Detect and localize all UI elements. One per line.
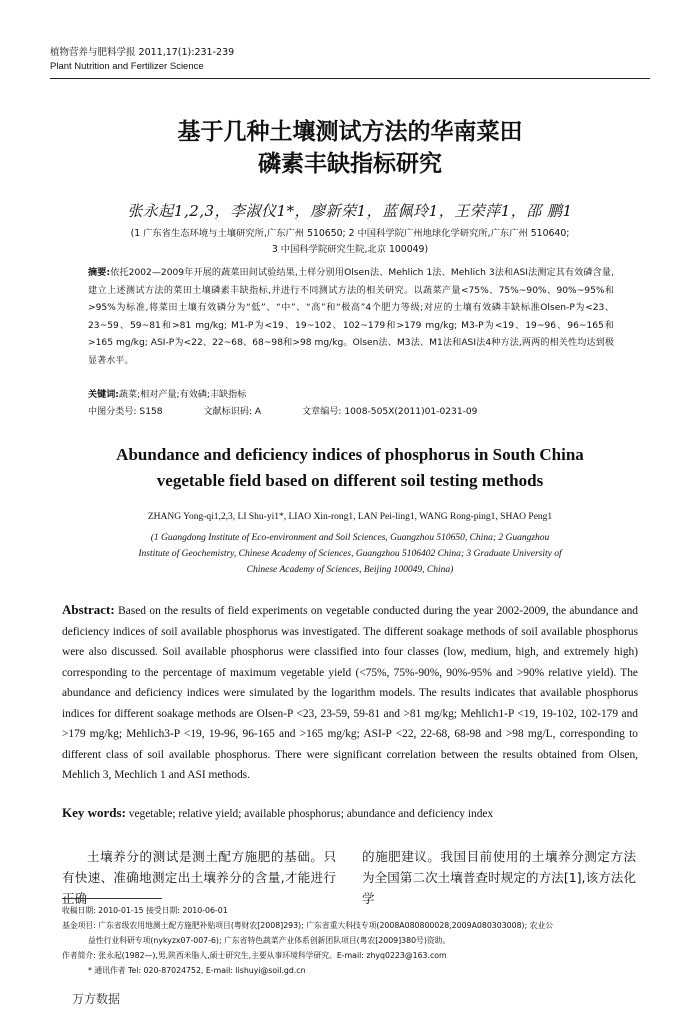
affiliation-en-line1: (1 Guangdong Institute of Eco-environment and Soil Sciences, Guangzhou 510650, China; 2 Guangzhou [150, 533, 550, 543]
footnote-dates: 收稿日期: 2010-01-15 接受日期: 2010-06-01 [62, 906, 228, 915]
abstract-en-text: Based on the results of field experiments on vegetable conducted during the year 2002-2009, the abundance and deficiency indices of soil available phosphorus was investigated. The different soakage methods of soil available phosphorus were also discussed. Soil available phosphorus were classified into four classes (low, medium, high, and extremely high) corresponding to the percentage of maximum vegetable yield (<75%, 75%-90%, 90%-95% and >90% relative yield). The abundance and deficiency indices were simulated by the logarithm models. The results indicates that available phosphorus indices for different soakage methods are Olsen-P <23, 23-59, 59-81 and >81 mg/kg; Mehlich1-P <19, 19-102, 102-179 and >179 mg/kg; Mehlich3-P <19, 19-96, 96-165 and >165 mg/kg; ASI-P <22, 22-68, 68-98 and >98 mg/L, corresponding to different class of soil available phosphorus. There were significant correlation between the results obtained from Olsen, Mehlich 3, Mechlich 1 and ASI methods. [62, 605, 638, 781]
footnote-funding: 基金项目: 广东省级农用地测土配方施肥补贴项目(粤财农[2008]293); 广东省重大科技专项(2008A080800028,2009A080303008); 农业公 [62, 921, 554, 930]
clc-number: 中图分类号: S158 [88, 407, 163, 417]
document-code: 文献标识码: A [203, 407, 262, 417]
article-number: 文章编号: 1008-505X(2011)01-0231-09 [302, 407, 478, 417]
title-cn-line1: 基于几种土壤测试方法的华南菜田 [177, 119, 523, 145]
journal-name-en: Plant Nutrition and Fertilizer Science [50, 61, 204, 72]
title-cn [50, 116, 650, 180]
journal-name-cn: 植物营养与肥料学报 2011,17(1):231-239 [50, 47, 235, 58]
footnotes [62, 903, 648, 978]
title-en-line2: vegetable field based on different soil testing methods [156, 471, 544, 490]
footnote-divider [62, 898, 162, 899]
keywords-en-text: vegetable; relative yield; available phosphorus; abundance and deficiency index [128, 808, 494, 820]
footnote-author-intro: 作者简介: 张永起(1982—),男,陕西米脂人,硕士研究生,主要从事环境科学研究。E-mail: zhyq0223@163.com [62, 951, 447, 960]
classification-cn [88, 404, 614, 417]
authors-en: ZHANG Yong-qi1,2,3, LI Shu-yi1*, LIAO Xin-rong1, LAN Pei-ling1, WANG Rong-ping1, SHAO Peng1 [147, 512, 553, 522]
keywords-cn-text: 蔬菜;相对产量;有效磷;丰缺指标 [118, 390, 247, 400]
journal-header [50, 46, 234, 74]
affiliation-cn-line2: 3 中国科学院研究生院,北京 100049) [271, 244, 429, 255]
affiliation-en-line2: Institute of Geochemistry, Chinese Academy of Sciences, Guangzhou 5106402 China; 3 Graduate University of [138, 549, 562, 559]
abstract-cn-label: 摘要: [88, 268, 111, 278]
title-cn-line2: 磷素丰缺指标研究 [258, 151, 442, 177]
title-en [50, 442, 650, 494]
affiliation-cn [60, 226, 640, 258]
title-en-line1: Abundance and deficiency indices of phosphorus in South China [116, 445, 584, 464]
footnote-funding-cont: 益性行业科研专项(nykyzx07-007-6); 广东省特色蔬菜产业体系创新团队项目(粤农[2009]380号)资助。 [88, 936, 451, 945]
abstract-en [62, 600, 638, 786]
keywords-en [62, 805, 638, 821]
authors-cn: 张永起1,2,3，李淑仪1*，廖新荣1，蓝佩玲1，王荣萍1，邵 鹏1 [127, 202, 573, 220]
affiliation-cn-line1: (1 广东省生态环境与土壤研究所,广东广州 510650; 2 中国科学院广州地球化学研究所,广东广州 510640; [130, 228, 570, 239]
abstract-en-label: Abstract: [62, 602, 115, 617]
body-column-right: 的施肥建议。我国目前使用的土壤养分测定方法为全国第二次土壤普查时规定的方法[1],该方法化学 [362, 849, 636, 906]
body-column-left: 土壤养分的测试是测土配方施肥的基础。只有快速、准确地测定出土壤养分的含量,才能进行正确 [62, 849, 336, 906]
watermark: 万方数据 [72, 992, 121, 1006]
footnote-corresponding: * 通讯作者 Tel: 020-87024752, E-mail: lishuyi@soil.gd.cn [88, 966, 306, 975]
keywords-cn-label: 关键词: [88, 390, 119, 400]
affiliation-en-line3: Chinese Academy of Sciences, Beijing 100049, China) [246, 565, 454, 575]
affiliation-en [90, 530, 610, 578]
header-divider [50, 78, 650, 79]
keywords-cn [88, 387, 614, 400]
abstract-cn [88, 265, 614, 370]
abstract-cn-text: 依托2002—2009年开展的蔬菜田间试验结果,土样分别用Olsen法、Mehlich 1法、Mehlich 3法和ASI法测定其有效磷含量,建立上述测试方法的菜田土壤磷素丰缺指标,并进行不同测试方法的相关研究。以蔬菜产量<75%、75%~90%、90%~95%和>95%为标准,将菜田土壤有效磷分为“低”、“中”、“高”和“极高”4个肥力等级;对应的土壤有效磷丰缺标准Olsen-P为<23、23~59、59~81和>81 mg/kg; M1-P为<19、19~102、102~179和>179 mg/kg; M3-P为<19、19~96、96~165和>165 mg/kg; ASI-P为<22、22~68、68~98和>98 mg/kg。Olsen法、M3法、M1法和ASI法4种方法,两两的相关性均达到极显著水平。 [88, 268, 614, 366]
keywords-en-label: Key words: [62, 805, 126, 820]
